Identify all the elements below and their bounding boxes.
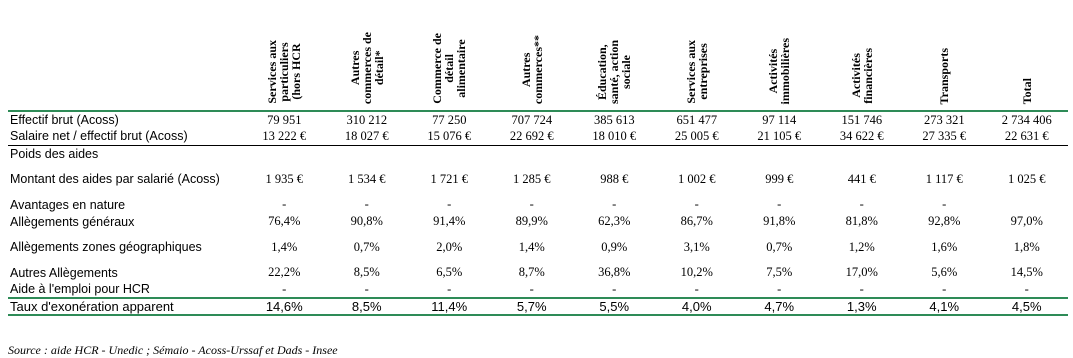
column-header-text bbox=[685, 40, 709, 104]
column-header-line: détail bbox=[442, 54, 457, 83]
column-header-line: Activités bbox=[848, 53, 863, 99]
table-cell: 97,0% bbox=[1010, 214, 1043, 228]
column-header bbox=[656, 0, 739, 111]
column-header-line: Services aux bbox=[265, 40, 280, 104]
table-cell: 1,4% bbox=[518, 239, 545, 254]
table-cell: - bbox=[529, 197, 534, 211]
table-cell: 76,4% bbox=[268, 214, 301, 228]
table-cell bbox=[656, 145, 739, 162]
column-header-line: commerces de bbox=[359, 31, 374, 104]
table-cell bbox=[738, 145, 821, 162]
table-cell: - bbox=[942, 197, 947, 211]
table-cell: 13 222 € bbox=[262, 128, 307, 143]
column-header-line: Transports bbox=[937, 47, 952, 104]
table-cell: 4,5% bbox=[986, 298, 1069, 315]
table-cell: 91,8% bbox=[763, 214, 796, 228]
row-label: Autres Allègements bbox=[10, 265, 118, 280]
source-note: Source : aide HCR - Unedic ; Sémaio - Acoss-Urssaf et Dads - Insee bbox=[8, 343, 338, 357]
table-cell: 5,7% bbox=[491, 298, 574, 315]
column-header-line: commerces** bbox=[530, 34, 545, 104]
table-cell: - bbox=[612, 197, 617, 211]
table-cell: 97 114 bbox=[738, 111, 821, 128]
table-cell: - bbox=[859, 281, 864, 296]
table-cell: 62,3% bbox=[598, 214, 631, 228]
table-cell: 0,7% bbox=[353, 239, 380, 254]
column-header-line: Autres bbox=[347, 50, 362, 86]
table-cell: - bbox=[282, 281, 287, 296]
table-cell: - bbox=[859, 197, 864, 211]
column-header-line: financières bbox=[860, 48, 875, 104]
column-header bbox=[986, 0, 1069, 111]
table-cell: 5,5% bbox=[573, 298, 656, 315]
table-cell: 2 734 406 bbox=[986, 111, 1069, 128]
table-cell: 27 335 € bbox=[922, 128, 967, 143]
table-cell: 77 250 bbox=[408, 111, 491, 128]
column-header bbox=[408, 0, 491, 111]
table-cell: 14,5% bbox=[1010, 265, 1043, 279]
table-row bbox=[8, 230, 1068, 264]
table-cell: 310 212 bbox=[326, 111, 409, 128]
table-cell: 151 746 bbox=[821, 111, 904, 128]
table-cell: 22,2% bbox=[268, 265, 301, 279]
header-empty-cell bbox=[8, 0, 243, 111]
table-cell: 1 025 € bbox=[1008, 171, 1046, 186]
column-header-text bbox=[520, 35, 544, 104]
row-label: Taux d'exonération apparent bbox=[8, 298, 243, 315]
table-cell bbox=[903, 145, 986, 162]
table-cell: 651 477 bbox=[656, 111, 739, 128]
table-cell: - bbox=[364, 281, 369, 296]
row-label: Avantages en nature bbox=[10, 197, 126, 212]
table-cell: 1,2% bbox=[848, 239, 875, 254]
column-header-line: Autres bbox=[518, 52, 533, 87]
table-cell: 273 321 bbox=[903, 111, 986, 128]
column-header-line: alimentaire bbox=[454, 39, 469, 98]
column-header bbox=[491, 0, 574, 111]
column-header bbox=[738, 0, 821, 111]
row-label: Allègements zones géographiques bbox=[10, 240, 202, 254]
table-cell: - bbox=[694, 197, 699, 211]
column-header-line: particuliers bbox=[277, 42, 292, 102]
table-cell: 1 721 € bbox=[430, 171, 468, 186]
column-header bbox=[821, 0, 904, 111]
table-row bbox=[8, 264, 1068, 281]
row-label: Aide à l'emploi pour HCR bbox=[10, 282, 150, 296]
table-cell: 385 613 bbox=[573, 111, 656, 128]
column-header-line: immobilières bbox=[778, 37, 793, 104]
column-header-line: Services aux bbox=[683, 40, 698, 104]
table-cell: 14,6% bbox=[243, 298, 326, 315]
column-header-line: Activités bbox=[766, 48, 781, 94]
column-header-text bbox=[596, 40, 632, 104]
table-cell: 1,3% bbox=[821, 298, 904, 315]
table-cell: - bbox=[447, 197, 452, 211]
table-cell: 90,8% bbox=[350, 214, 383, 228]
row-label: Montant des aides par salarié (Acoss) bbox=[10, 172, 220, 186]
table-cell: 92,8% bbox=[928, 214, 961, 228]
column-header-text bbox=[266, 40, 302, 104]
table-cell: 1,4% bbox=[271, 239, 298, 254]
table-row bbox=[8, 128, 1068, 145]
column-header-text bbox=[349, 32, 385, 104]
table-cell: 8,7% bbox=[518, 265, 545, 279]
column-header-line: entreprises bbox=[695, 43, 710, 101]
column-header-line: détail* bbox=[371, 50, 386, 86]
column-header-text bbox=[938, 48, 950, 104]
table-cell: 18 010 € bbox=[592, 128, 637, 143]
table-cell: 0,9% bbox=[601, 239, 628, 254]
table-cell: 4,0% bbox=[656, 298, 739, 315]
table-cell: 1 285 € bbox=[513, 171, 551, 186]
table-cell: 11,4% bbox=[408, 298, 491, 315]
table-cell bbox=[986, 196, 1069, 213]
column-header-line: Commerce de bbox=[430, 33, 445, 104]
column-header bbox=[573, 0, 656, 111]
column-header bbox=[243, 0, 326, 111]
column-header-line: Éducation, bbox=[595, 44, 610, 100]
table-cell: 25 005 € bbox=[674, 128, 719, 143]
table-cell: - bbox=[777, 281, 782, 296]
table-cell: - bbox=[694, 281, 699, 296]
table-cell: - bbox=[777, 197, 782, 211]
table-cell bbox=[326, 145, 409, 162]
table-cell: 91,4% bbox=[433, 214, 466, 228]
table-cell: 17,0% bbox=[845, 265, 878, 279]
table-cell: 15 076 € bbox=[427, 128, 472, 143]
table-row bbox=[8, 213, 1068, 230]
data-table bbox=[8, 0, 1068, 316]
table-cell: 6,5% bbox=[436, 265, 463, 279]
table-cell: 7,5% bbox=[766, 265, 793, 279]
table-cell: - bbox=[447, 281, 452, 296]
table-cell: 4,1% bbox=[903, 298, 986, 315]
column-header-text bbox=[431, 33, 467, 104]
row-label: Poids des aides bbox=[8, 145, 243, 162]
table-cell bbox=[821, 145, 904, 162]
table-cell: - bbox=[282, 197, 287, 211]
table-cell: 86,7% bbox=[680, 214, 713, 228]
column-header bbox=[326, 0, 409, 111]
table-cell: 1 117 € bbox=[925, 171, 963, 186]
table-cell bbox=[573, 145, 656, 162]
row-label: Effectif brut (Acoss) bbox=[8, 111, 243, 128]
table-cell: 1 002 € bbox=[678, 171, 716, 186]
table-cell: 5,6% bbox=[931, 265, 958, 279]
column-header-line: Total bbox=[1019, 77, 1034, 104]
table-cell: 1,6% bbox=[931, 239, 958, 254]
table-row bbox=[8, 298, 1068, 315]
table-cell: 1,8% bbox=[1013, 239, 1040, 254]
column-header bbox=[903, 0, 986, 111]
table-cell: 36,8% bbox=[598, 265, 631, 279]
table-cell bbox=[243, 145, 326, 162]
table-cell: 0,7% bbox=[766, 239, 793, 254]
table-cell: 89,9% bbox=[515, 214, 548, 228]
table-cell: 2,0% bbox=[436, 239, 463, 254]
table-cell: 988 € bbox=[600, 171, 629, 186]
table-cell: - bbox=[612, 281, 617, 296]
table-cell: 1 935 € bbox=[265, 171, 303, 186]
table-cell: 18 027 € bbox=[344, 128, 389, 143]
table-row bbox=[8, 145, 1068, 162]
table-cell: 4,7% bbox=[738, 298, 821, 315]
row-label: Allègements généraux bbox=[10, 214, 135, 229]
column-header-line: sociale bbox=[619, 55, 634, 89]
table-cell bbox=[408, 145, 491, 162]
column-header-text bbox=[1021, 78, 1033, 104]
table-cell: 22 631 € bbox=[1004, 128, 1049, 143]
column-header-text bbox=[850, 48, 874, 104]
table-cell bbox=[491, 145, 574, 162]
table-cell: 22 692 € bbox=[509, 128, 554, 143]
column-header-text bbox=[767, 38, 791, 104]
table-row bbox=[8, 162, 1068, 196]
table-row bbox=[8, 111, 1068, 128]
header-row bbox=[8, 0, 1068, 111]
row-label: Salaire net / effectif brut (Acoss) bbox=[10, 129, 188, 144]
table-cell: 21 105 € bbox=[757, 128, 802, 143]
table-row bbox=[8, 196, 1068, 213]
column-header-line: santé, action bbox=[607, 40, 622, 104]
table-cell: - bbox=[1024, 281, 1029, 296]
table-cell: - bbox=[364, 197, 369, 211]
table-cell bbox=[986, 145, 1069, 162]
table-cell: 34 622 € bbox=[839, 128, 884, 143]
column-header-line: (hors HCR bbox=[289, 44, 304, 101]
table-cell: 8,5% bbox=[353, 265, 380, 279]
table-cell: 3,1% bbox=[683, 239, 710, 254]
table-cell: 81,8% bbox=[845, 214, 878, 228]
table-cell: 10,2% bbox=[680, 265, 713, 279]
table-cell: 79 951 bbox=[243, 111, 326, 128]
table-cell: - bbox=[529, 281, 534, 296]
table-cell: - bbox=[942, 281, 947, 296]
table-cell: 707 724 bbox=[491, 111, 574, 128]
table-cell: 1 534 € bbox=[348, 171, 386, 186]
table-cell: 441 € bbox=[847, 171, 876, 186]
table-cell: 8,5% bbox=[326, 298, 409, 315]
table-row bbox=[8, 281, 1068, 298]
table-cell: 999 € bbox=[765, 171, 794, 186]
